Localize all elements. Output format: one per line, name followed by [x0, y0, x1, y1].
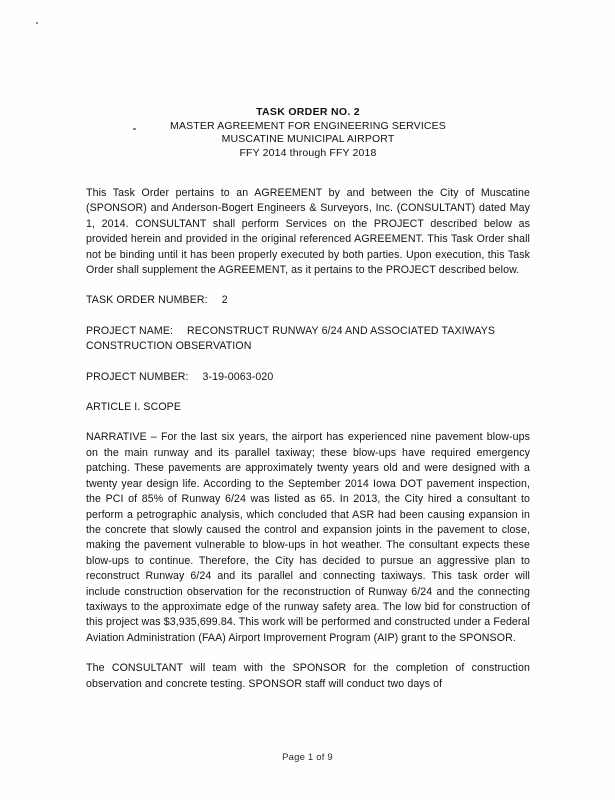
heading-line-master-agreement: MASTER AGREEMENT FOR ENGINEERING SERVICES [170, 119, 446, 132]
task-order-number-value: 2 [221, 294, 228, 307]
project-name-value: RECONSTRUCT RUNWAY 6/24 AND ASSOCIATED TAXIWAYS [187, 324, 496, 337]
heading-line-ffy: FFY 2014 through FFY 2018 [239, 146, 377, 159]
narrative-paragraph: NARRATIVE – For the last six years, the airport has experienced nine pavement blow-ups on the main runway and its parallel taxiway; these blow-ups have required emergency patching. These pavements are approximately twenty years old and were designed with a twenty year design life. According to the September 2014 Iowa DOT pavement inspection, the PCI of 85% of Runway 6/24 was listed as 65. In 2013, the City hired a consultant to perform a petrographic analysis, which concluded that ASR had been causing expansion in the concrete that slowly caused the control and expansion joints in the pavement to close, making the pavement vulnerable to blow-ups in hot weather. The consultant expects these blow-ups to continue. Therefore, the City has decided to pursue an aggressive plan to reconstruct Runway 6/24 and its parallel and connecting taxiways. This task order will include construction observation for the reconstruction of Runway 6/24 and the connecting taxiways to the approximate edge of the runway safety area. The low bid for construction of this project was $3,935,699.84. This work will be performed and constructed under a Federal Aviation Administration (FAA) Airport Improvement Program (AIP) grant to the SPONSOR. [86, 431, 530, 644]
project-number-value: 3-19-0063-020 [202, 370, 274, 383]
document-heading [86, 106, 530, 160]
page-footer: Page 1 of 9 [282, 752, 333, 763]
task-order-number-row [86, 293, 530, 308]
closing-paragraph: The CONSULTANT will team with the SPONSOR for the completion of construction observation and concrete testing. SPONSOR staff will conduct two days of [86, 662, 530, 690]
project-number-row [86, 370, 530, 385]
scan-speck [36, 22, 38, 24]
task-order-number-label: TASK ORDER NUMBER: [86, 294, 208, 307]
project-name-row [86, 324, 530, 339]
heading-line-task-order: TASK ORDER NO. 2 [256, 106, 360, 118]
heading-line-airport: MUSCATINE MUNICIPAL AIRPORT [221, 133, 395, 145]
project-name-label: PROJECT NAME: [86, 324, 174, 337]
intro-paragraph: This Task Order pertains to an AGREEMENT by and between the City of Muscatine (SPONSOR) and Anderson-Bogert Engineers & Surveyors, Inc. (CONSULTANT) dated May 1, 2014. CONSULTANT shall perform Services on the PROJECT described below as provided herein and provided in the original referenced AGREEMENT. This Task Order shall not be binding until it has been properly executed by both parties. Upon execution, this Task Order shall supplement the AGREEMENT, as it pertains to the PROJECT described below. [86, 187, 530, 277]
document-body [86, 106, 530, 707]
project-name-value-line2: CONSTRUCTION OBSERVATION [86, 340, 252, 353]
article-heading: ARTICLE I. SCOPE [86, 401, 182, 414]
project-number-label: PROJECT NUMBER: [86, 370, 189, 383]
